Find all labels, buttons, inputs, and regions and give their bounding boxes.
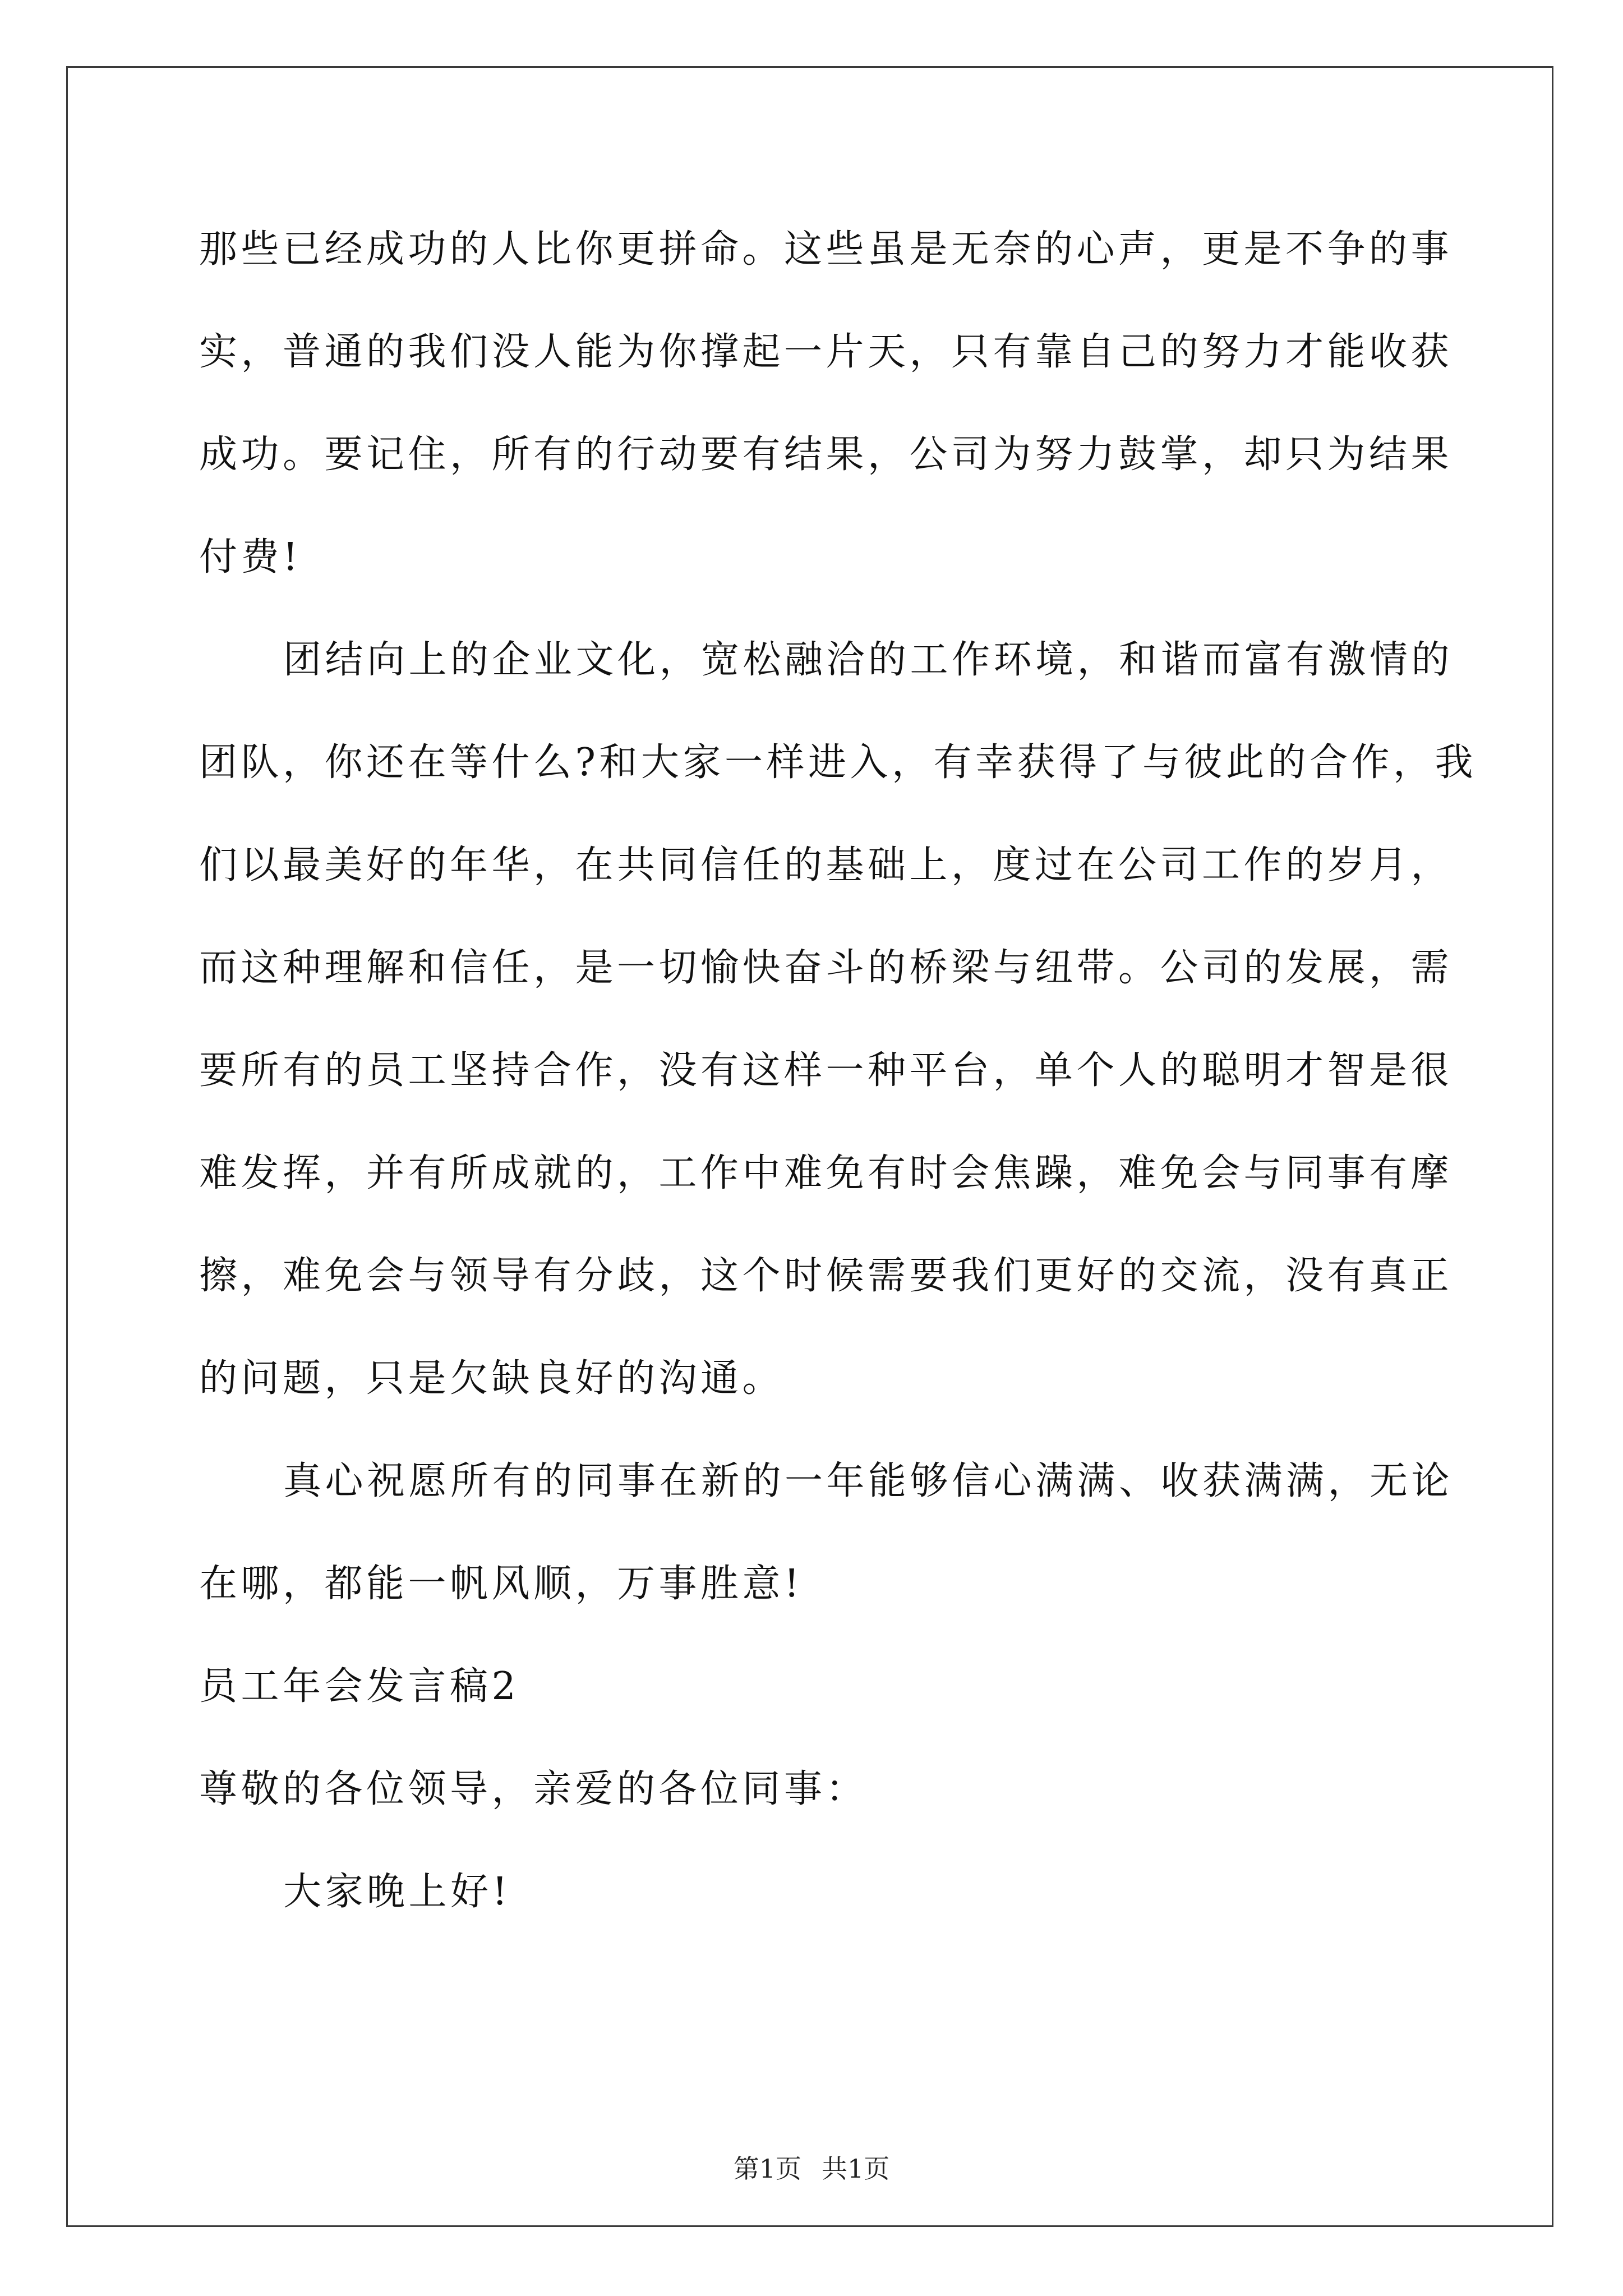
text-line: 付费! <box>199 535 302 579</box>
text-line: 实，普通的我们没人能为你撑起一片天，只有靠自己的努力才能收获 <box>199 330 1453 374</box>
greeting: 大家晚上好! <box>283 1870 511 1914</box>
text-line: 在哪，都能一帆风顺，万事胜意! <box>199 1562 803 1606</box>
text-line: 擦，难免会与领导有分歧，这个时候需要我们更好的交流，没有真正 <box>199 1254 1453 1298</box>
page-total: 共1页 <box>822 2154 890 2184</box>
text-line: 而这种理解和信任，是一切愉快奋斗的桥梁与纽带。公司的发展，需 <box>199 946 1453 990</box>
text-line: 那些已经成功的人比你更拼命。这些虽是无奈的心声，更是不争的事 <box>199 227 1453 272</box>
text-line: 难发挥，并有所成就的，工作中难免有时会焦躁，难免会与同事有摩 <box>199 1151 1453 1195</box>
salutation: 尊敬的各位领导，亲爱的各位同事： <box>199 1767 868 1811</box>
page-number: 第1页 <box>733 2154 801 2184</box>
text-line: 们以最美好的年华，在共同信任的基础上，度过在公司工作的岁月， <box>199 843 1453 887</box>
document-body <box>199 209 1477 1954</box>
text-line: 要所有的员工坚持合作，没有这样一种平台，单个人的聪明才智是很 <box>199 1048 1453 1093</box>
page-footer <box>0 2148 1623 2185</box>
paragraph-first-line: 团结向上的企业文化，宽松融洽的工作环境，和谐而富有激情的 <box>283 638 1454 682</box>
text-line: 团队，你还在等什么?和大家一样进入，有幸获得了与彼此的合作，我 <box>199 740 1477 785</box>
text-line: 的问题，只是欠缺良好的沟通。 <box>199 1356 785 1401</box>
section-title: 员工年会发言稿2 <box>199 1664 520 1709</box>
paragraph-first-line: 真心祝愿所有的同事在新的一年能够信心满满、收获满满，无论 <box>283 1459 1454 1503</box>
text-line: 成功。要记住，所有的行动要有结果，公司为努力鼓掌，却只为结果 <box>199 432 1453 477</box>
